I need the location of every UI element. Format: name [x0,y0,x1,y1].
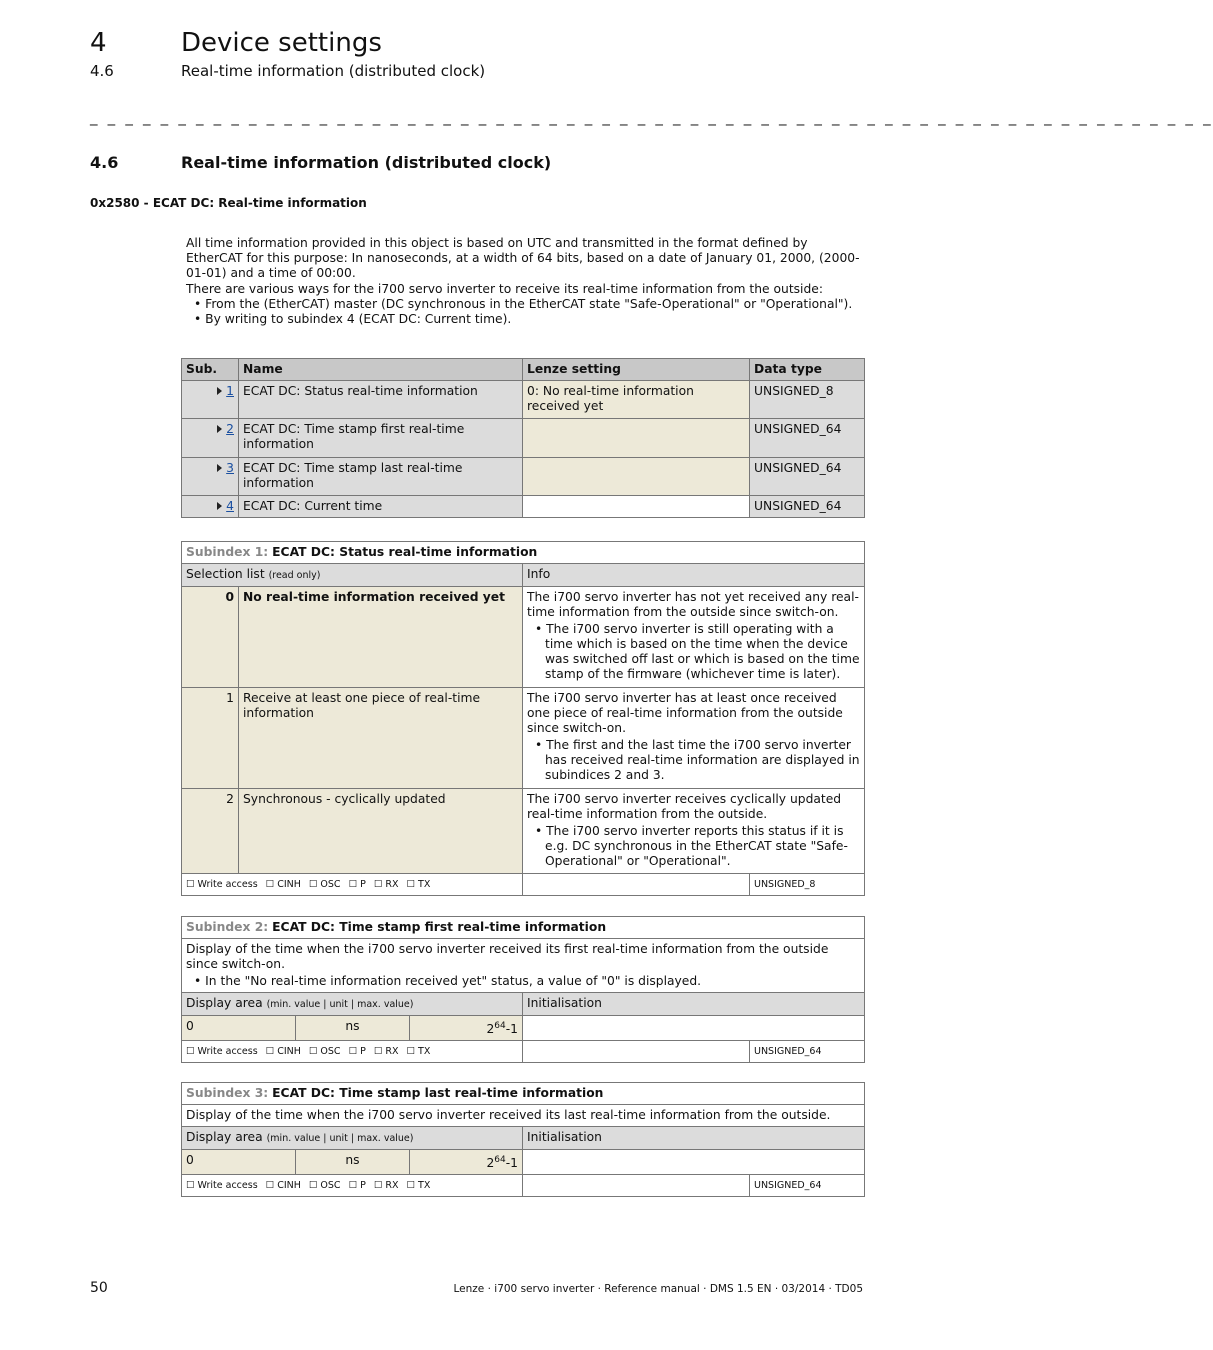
subindex-title [182,542,865,564]
osc-flag: ☐ OSC [308,1046,341,1058]
max-base: 2 [486,1156,495,1171]
table-header-row [182,359,865,381]
name-cell: ECAT DC: Time stamp first real-time information [239,419,523,458]
selection-row [182,688,865,789]
selection-value: 2 [182,789,239,874]
intro-paragraph: All time information provided in this object is based on UTC and transmitted in the format defined by EtherCAT for this purpose: In nanoseconds, at a width of 64 bits, based on a date of January 01, 2000, (2000-01-01) and a time of 00:00. [186,236,860,281]
description-text: Display of the time when the i700 servo inverter received its first real-time information from the outside since switch-on. [186,942,829,971]
flags-row [182,874,865,896]
object-title: 0x2580 - ECAT DC: Real-time information [90,196,367,210]
initialisation-value [523,1016,865,1041]
unit: ns [296,1016,410,1041]
name-cell: ECAT DC: Current time [239,496,523,518]
table-row [182,458,865,496]
column-header: Name [239,359,523,381]
subindex-name: ECAT DC: Time stamp last real-time information [272,1086,604,1100]
rx-flag: ☐ RX [373,879,399,890]
max-suffix: -1 [505,1156,518,1171]
selection-info [523,587,865,688]
max-value [410,1150,523,1175]
selection-list-label: Selection list [186,567,265,581]
flags-row [182,1175,865,1197]
min-value: 0 [182,1016,296,1041]
lenze-setting-cell [523,496,750,518]
data-type-cell: UNSIGNED_64 [750,419,865,458]
display-area-row [182,1150,865,1175]
subindex-link[interactable]: 2 [226,422,234,436]
name-cell: ECAT DC: Time stamp last real-time information [239,458,523,496]
header-separator: _ _ _ _ _ _ _ _ _ _ _ _ _ _ _ _ _ _ _ _ _ _ _ _ _ _ _ _ _ _ _ _ _ _ _ _ _ _ _ _ _ _ _ _ _ _ _ _ _ _ _ _ _ _ _ _ _ _ _ _ _ _ _ _ [90,108,1213,126]
selection-info [523,789,865,874]
cinh-flag: ☐ CINH [265,879,301,890]
display-area-header [182,1127,523,1150]
max-exponent: 64 [494,1021,506,1031]
selection-label: No real-time information received yet [239,587,523,688]
info-text: The i700 servo inverter receives cyclically updated real-time information from the outside. [527,792,842,821]
selection-list-header [182,564,523,587]
description-row [182,939,865,993]
initialisation-value [523,1150,865,1175]
unit: ns [296,1150,410,1175]
selection-row [182,789,865,874]
write-access-flag: ☐ Write access [186,1180,258,1192]
display-area-note: (min. value | unit | max. value) [266,999,414,1010]
lenze-setting-cell [523,458,750,496]
p-flag: ☐ P [348,1046,366,1058]
tx-flag: ☐ TX [406,879,431,890]
subindex-title-row [182,542,865,564]
description-row [182,1105,865,1127]
column-header: Data type [750,359,865,381]
initialisation-header: Initialisation [523,1127,865,1150]
access-flags [182,1041,523,1063]
subindex-prefix: Subindex 2: [186,920,269,934]
description-cell [182,939,865,993]
intro-bullet: • From the (EtherCAT) master (DC synchronous in the EtherCAT state "Safe-Operational" or "Operational"). [194,296,853,311]
lenze-setting-cell: 0: No real-time information received yet [523,381,750,419]
data-type-cell: UNSIGNED_64 [750,496,865,518]
rx-flag: ☐ RX [373,1180,399,1192]
selection-value: 0 [182,587,239,688]
lenze-setting-cell [523,419,750,458]
column-header: Sub. [182,359,239,381]
sub-cell [182,381,239,419]
section-number: 4.6 [90,153,119,172]
access-flags [182,1175,523,1197]
selection-value: 1 [182,688,239,789]
subindex-prefix: Subindex 1: [186,545,269,559]
tx-flag: ☐ TX [406,1046,431,1058]
info-bullet: • The first and the last time the i700 servo inverter has received real-time information are displayed in subindices 2 and 3. [535,738,860,782]
tx-flag: ☐ TX [406,1180,431,1192]
selection-header-row [182,564,865,587]
subindex3-table [181,1082,865,1197]
selection-label: Receive at least one piece of real-time information [239,688,523,789]
subindex-title-row [182,1083,865,1105]
data-type-cell: UNSIGNED_64 [750,458,865,496]
empty-cell [523,1175,750,1197]
subindex-name: ECAT DC: Status real-time information [272,545,538,559]
p-flag: ☐ P [348,879,366,890]
subindex-link[interactable]: 3 [226,461,234,475]
subindex-name: ECAT DC: Time stamp first real-time information [272,920,607,934]
triangle-right-icon [217,387,222,395]
info-text: The i700 servo inverter has at least once received one piece of real-time information from the outside since switch-on. [527,691,843,735]
display-area-label: Display area [186,1130,263,1144]
sub-cell [182,458,239,496]
data-type-cell: UNSIGNED_64 [750,1175,865,1197]
display-area-row [182,1016,865,1041]
chapter-number: 4 [90,28,107,58]
header-section-number: 4.6 [90,62,114,80]
sub-cell [182,419,239,458]
header-section-title: Real-time information (distributed clock) [181,62,486,80]
max-suffix: -1 [505,1022,518,1037]
cinh-flag: ☐ CINH [265,1180,301,1192]
name-cell: ECAT DC: Status real-time information [239,381,523,419]
cinh-flag: ☐ CINH [265,1046,301,1058]
selection-list-note: (read only) [268,570,321,581]
sub-cell [182,496,239,518]
triangle-right-icon [217,502,222,510]
subindex2-table [181,916,865,1063]
max-exponent: 64 [494,1155,506,1165]
subindex-prefix: Subindex 3: [186,1086,269,1100]
subindex1-table [181,541,865,896]
triangle-right-icon [217,425,222,433]
table-row [182,419,865,458]
empty-cell [523,874,750,896]
flags-row [182,1041,865,1063]
osc-flag: ☐ OSC [308,879,341,890]
max-base: 2 [486,1022,495,1037]
intro-paragraph: There are various ways for the i700 servo inverter to receive its real-time information from the outside: [186,281,823,296]
page-number: 50 [90,1280,108,1296]
description-bullet: • In the "No real-time information received yet" status, a value of "0" is displayed. [194,974,702,988]
display-area-header-row [182,993,865,1016]
footer-text: Lenze · i700 servo inverter · Reference manual · DMS 1.5 EN · 03/2014 · TD05 [453,1283,863,1295]
selection-label: Synchronous - cyclically updated [239,789,523,874]
subindex-title-row [182,917,865,939]
column-header: Lenze setting [523,359,750,381]
data-type-cell: UNSIGNED_8 [750,381,865,419]
chapter-title: Device settings [181,28,382,58]
empty-cell [523,1041,750,1063]
info-bullet: • The i700 servo inverter reports this status if it is e.g. DC synchronous in the EtherCAT state "Safe-Operational" or "Operational". [535,824,848,868]
selection-row [182,587,865,688]
section-title: Real-time information (distributed clock) [181,153,552,172]
display-area-label: Display area [186,996,263,1010]
p-flag: ☐ P [348,1180,366,1192]
subindex-link[interactable]: 1 [226,384,234,398]
initialisation-header: Initialisation [523,993,865,1016]
write-access-flag: ☐ Write access [186,1046,258,1058]
min-value: 0 [182,1150,296,1175]
intro-text [186,236,866,327]
subindex-title [182,917,865,939]
overview-table [181,358,865,518]
selection-info [523,688,865,789]
triangle-right-icon [217,464,222,472]
subindex-title [182,1083,865,1105]
max-value [410,1016,523,1041]
subindex-link[interactable]: 4 [226,499,234,513]
description-cell: Display of the time when the i700 servo inverter received its last real-time information from the outside. [182,1105,865,1127]
osc-flag: ☐ OSC [308,1180,341,1192]
intro-bullet: • By writing to subindex 4 (ECAT DC: Current time). [194,312,512,327]
info-header: Info [523,564,865,587]
write-access-flag: ☐ Write access [186,879,258,890]
info-text: The i700 servo inverter has not yet received any real-time information from the outside since switch-on. [527,590,859,619]
data-type-cell: UNSIGNED_64 [750,1041,865,1063]
info-bullet: • The i700 servo inverter is still operating with a time which is based on the time when the device was switched off last or which is based on the time stamp of the firmware (whichever time is later). [535,622,860,681]
display-area-note: (min. value | unit | max. value) [266,1133,414,1144]
data-type-cell: UNSIGNED_8 [750,874,865,896]
table-row [182,381,865,419]
access-flags [182,874,523,896]
rx-flag: ☐ RX [373,1046,399,1058]
table-row [182,496,865,518]
display-area-header [182,993,523,1016]
display-area-header-row [182,1127,865,1150]
